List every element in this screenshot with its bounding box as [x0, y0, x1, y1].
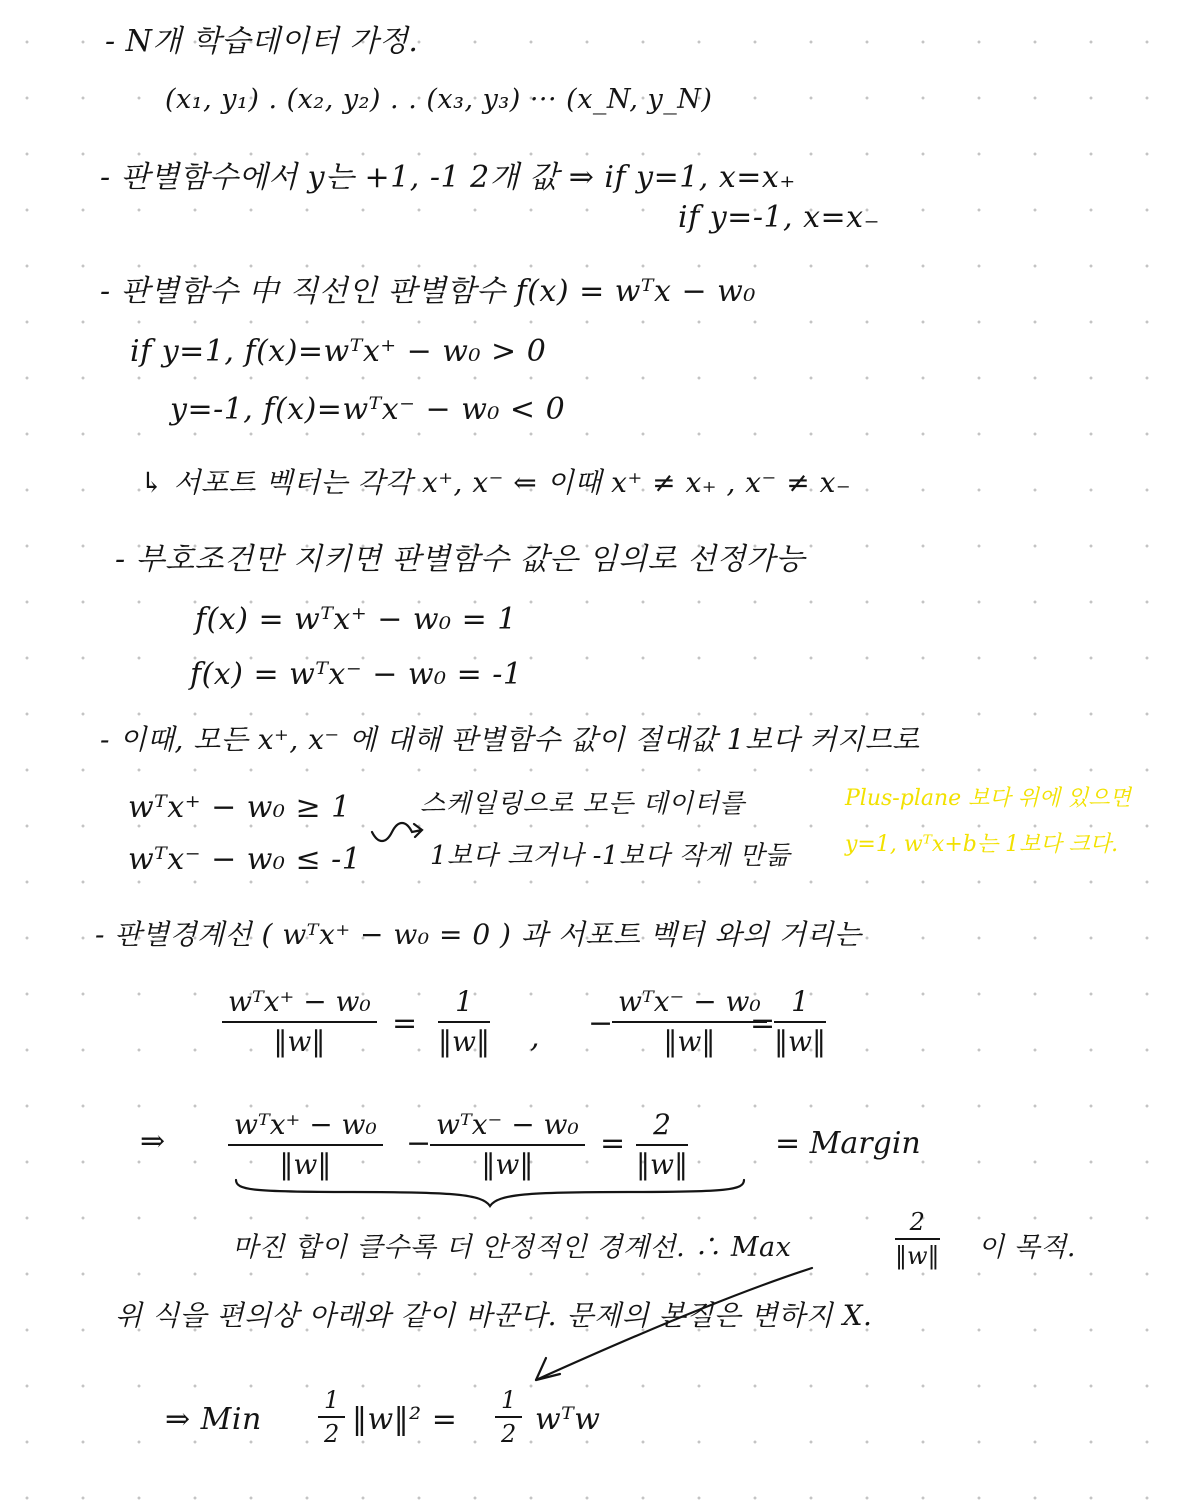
- fraction-numerator: 1: [455, 985, 473, 1018]
- note-line-16: 1보다 크거나 -1보다 작게 만듦: [430, 841, 791, 871]
- note-line-6: if y=1, f(x)=wᵀx⁺ − w₀ > 0: [130, 334, 547, 369]
- fraction-denominator: ‖w‖: [279, 1148, 332, 1181]
- fraction-numerator: 1: [791, 985, 809, 1018]
- fraction-half: [495, 1386, 522, 1448]
- pointer-arrow-icon: [520, 1262, 820, 1392]
- fraction-numerator: wᵀx⁺ − w₀: [234, 1108, 377, 1141]
- note-line-12: - 이때, 모든 x⁺, x⁻ 에 대해 판별함수 값이 절대값 1보다 커지므로: [100, 723, 920, 756]
- note-line-18: 마진 합이 클수록 더 안정적인 경계선. ∴ Max: [232, 1232, 792, 1263]
- note-line-3: - 판별함수에서 y는 +1, -1 2개 값 ⇒ if y=1, x=x₊: [100, 160, 796, 195]
- note-line-2: (x₁, y₁) . (x₂, y₂) . . (x₃, y₃) ··· (x_N, y_N): [165, 84, 713, 115]
- note-line-17: - 판별경계선 ( wᵀx⁺ − w₀ = 0 ) 과 서포트 벡터 와의 거리는: [95, 918, 862, 951]
- fraction-numerator: 1: [324, 1386, 340, 1414]
- fraction-denominator: ‖w‖: [895, 1242, 940, 1270]
- fraction-minus-distance: [430, 1108, 585, 1182]
- fraction-max-objective: [895, 1208, 940, 1270]
- note-line-20: 위 식을 편의상 아래와 같이 바꾼다. 문제의 본질은 변하지 X.: [115, 1299, 873, 1332]
- fraction-one-over-norm: [774, 985, 826, 1059]
- note-line-15: 스케일링으로 모든 데이터를: [420, 789, 745, 819]
- fraction-denominator: ‖w‖: [774, 1025, 826, 1058]
- squiggle-arrow-icon: [368, 818, 428, 848]
- minus-sign: −: [588, 1006, 614, 1041]
- comma-sign: ,: [530, 1020, 540, 1055]
- fraction-denominator: ‖w‖: [663, 1025, 716, 1058]
- highlight-note-1: Plus-plane 보다 위에 있으면: [845, 786, 1131, 811]
- minus-sign: −: [406, 1126, 432, 1161]
- note-line-5: - 판별함수 中 직선인 판별함수 f(x) = wᵀx − w₀: [100, 274, 756, 309]
- note-line-14: wᵀx⁻ − w₀ ≤ -1: [128, 842, 362, 877]
- highlight-note-2: y=1, wᵀx+b는 1보다 크다.: [845, 832, 1119, 857]
- note-line-4: if y=-1, x=x₋: [678, 200, 880, 235]
- note-line-8: ↳ 서포트 벡터는 각각 x⁺, x⁻ ⇐ 이때 x⁺ ≠ x₊ , x⁻ ≠ x₋: [140, 466, 852, 499]
- implies-arrow: ⇒: [140, 1124, 166, 1159]
- fraction-numerator: 2: [909, 1208, 925, 1236]
- fraction-one-over-norm: [438, 985, 490, 1059]
- fraction-denominator: 2: [324, 1420, 340, 1448]
- note-line-11: f(x) = wᵀx⁻ − w₀ = -1: [190, 657, 523, 692]
- fraction-denominator: ‖w‖: [481, 1148, 534, 1181]
- fraction-denominator: ‖w‖: [273, 1025, 326, 1058]
- fraction-plus-distance: [222, 985, 377, 1059]
- fraction-numerator: wᵀx⁻ − w₀: [618, 985, 761, 1018]
- fraction-two-over-norm: [636, 1108, 688, 1182]
- fraction-numerator: 1: [501, 1386, 517, 1414]
- fraction-plus-distance: [228, 1108, 383, 1182]
- fraction-denominator: ‖w‖: [636, 1148, 688, 1181]
- note-line-22: ‖w‖² =: [352, 1402, 458, 1437]
- fraction-numerator: 2: [653, 1108, 671, 1141]
- underbrace-mark: [232, 1176, 748, 1220]
- fraction-denominator: ‖w‖: [438, 1025, 490, 1058]
- fraction-minus-distance: [612, 985, 767, 1059]
- equals-sign: =: [750, 1006, 776, 1041]
- note-line-7: y=-1, f(x)=wᵀx⁻ − w₀ < 0: [170, 392, 566, 427]
- note-line-23: wᵀw: [535, 1402, 601, 1437]
- equals-sign: =: [600, 1126, 626, 1161]
- fraction-numerator: wᵀx⁺ − w₀: [228, 985, 371, 1018]
- note-line-9: - 부호조건만 지키면 판별함수 값은 임의로 선정가능: [115, 542, 805, 577]
- note-line-19: 이 목적.: [978, 1232, 1076, 1263]
- note-line-13: wᵀx⁺ − w₀ ≥ 1: [128, 790, 351, 825]
- equals-sign: =: [392, 1006, 418, 1041]
- note-line-1: - N개 학습데이터 가정.: [105, 24, 419, 59]
- fraction-denominator: 2: [501, 1420, 517, 1448]
- note-line-21: ⇒ Min: [165, 1402, 262, 1437]
- fraction-numerator: wᵀx⁻ − w₀: [436, 1108, 579, 1141]
- note-line-10: f(x) = wᵀx⁺ − w₀ = 1: [195, 602, 517, 637]
- margin-label: = Margin: [775, 1126, 921, 1161]
- fraction-half: [318, 1386, 345, 1448]
